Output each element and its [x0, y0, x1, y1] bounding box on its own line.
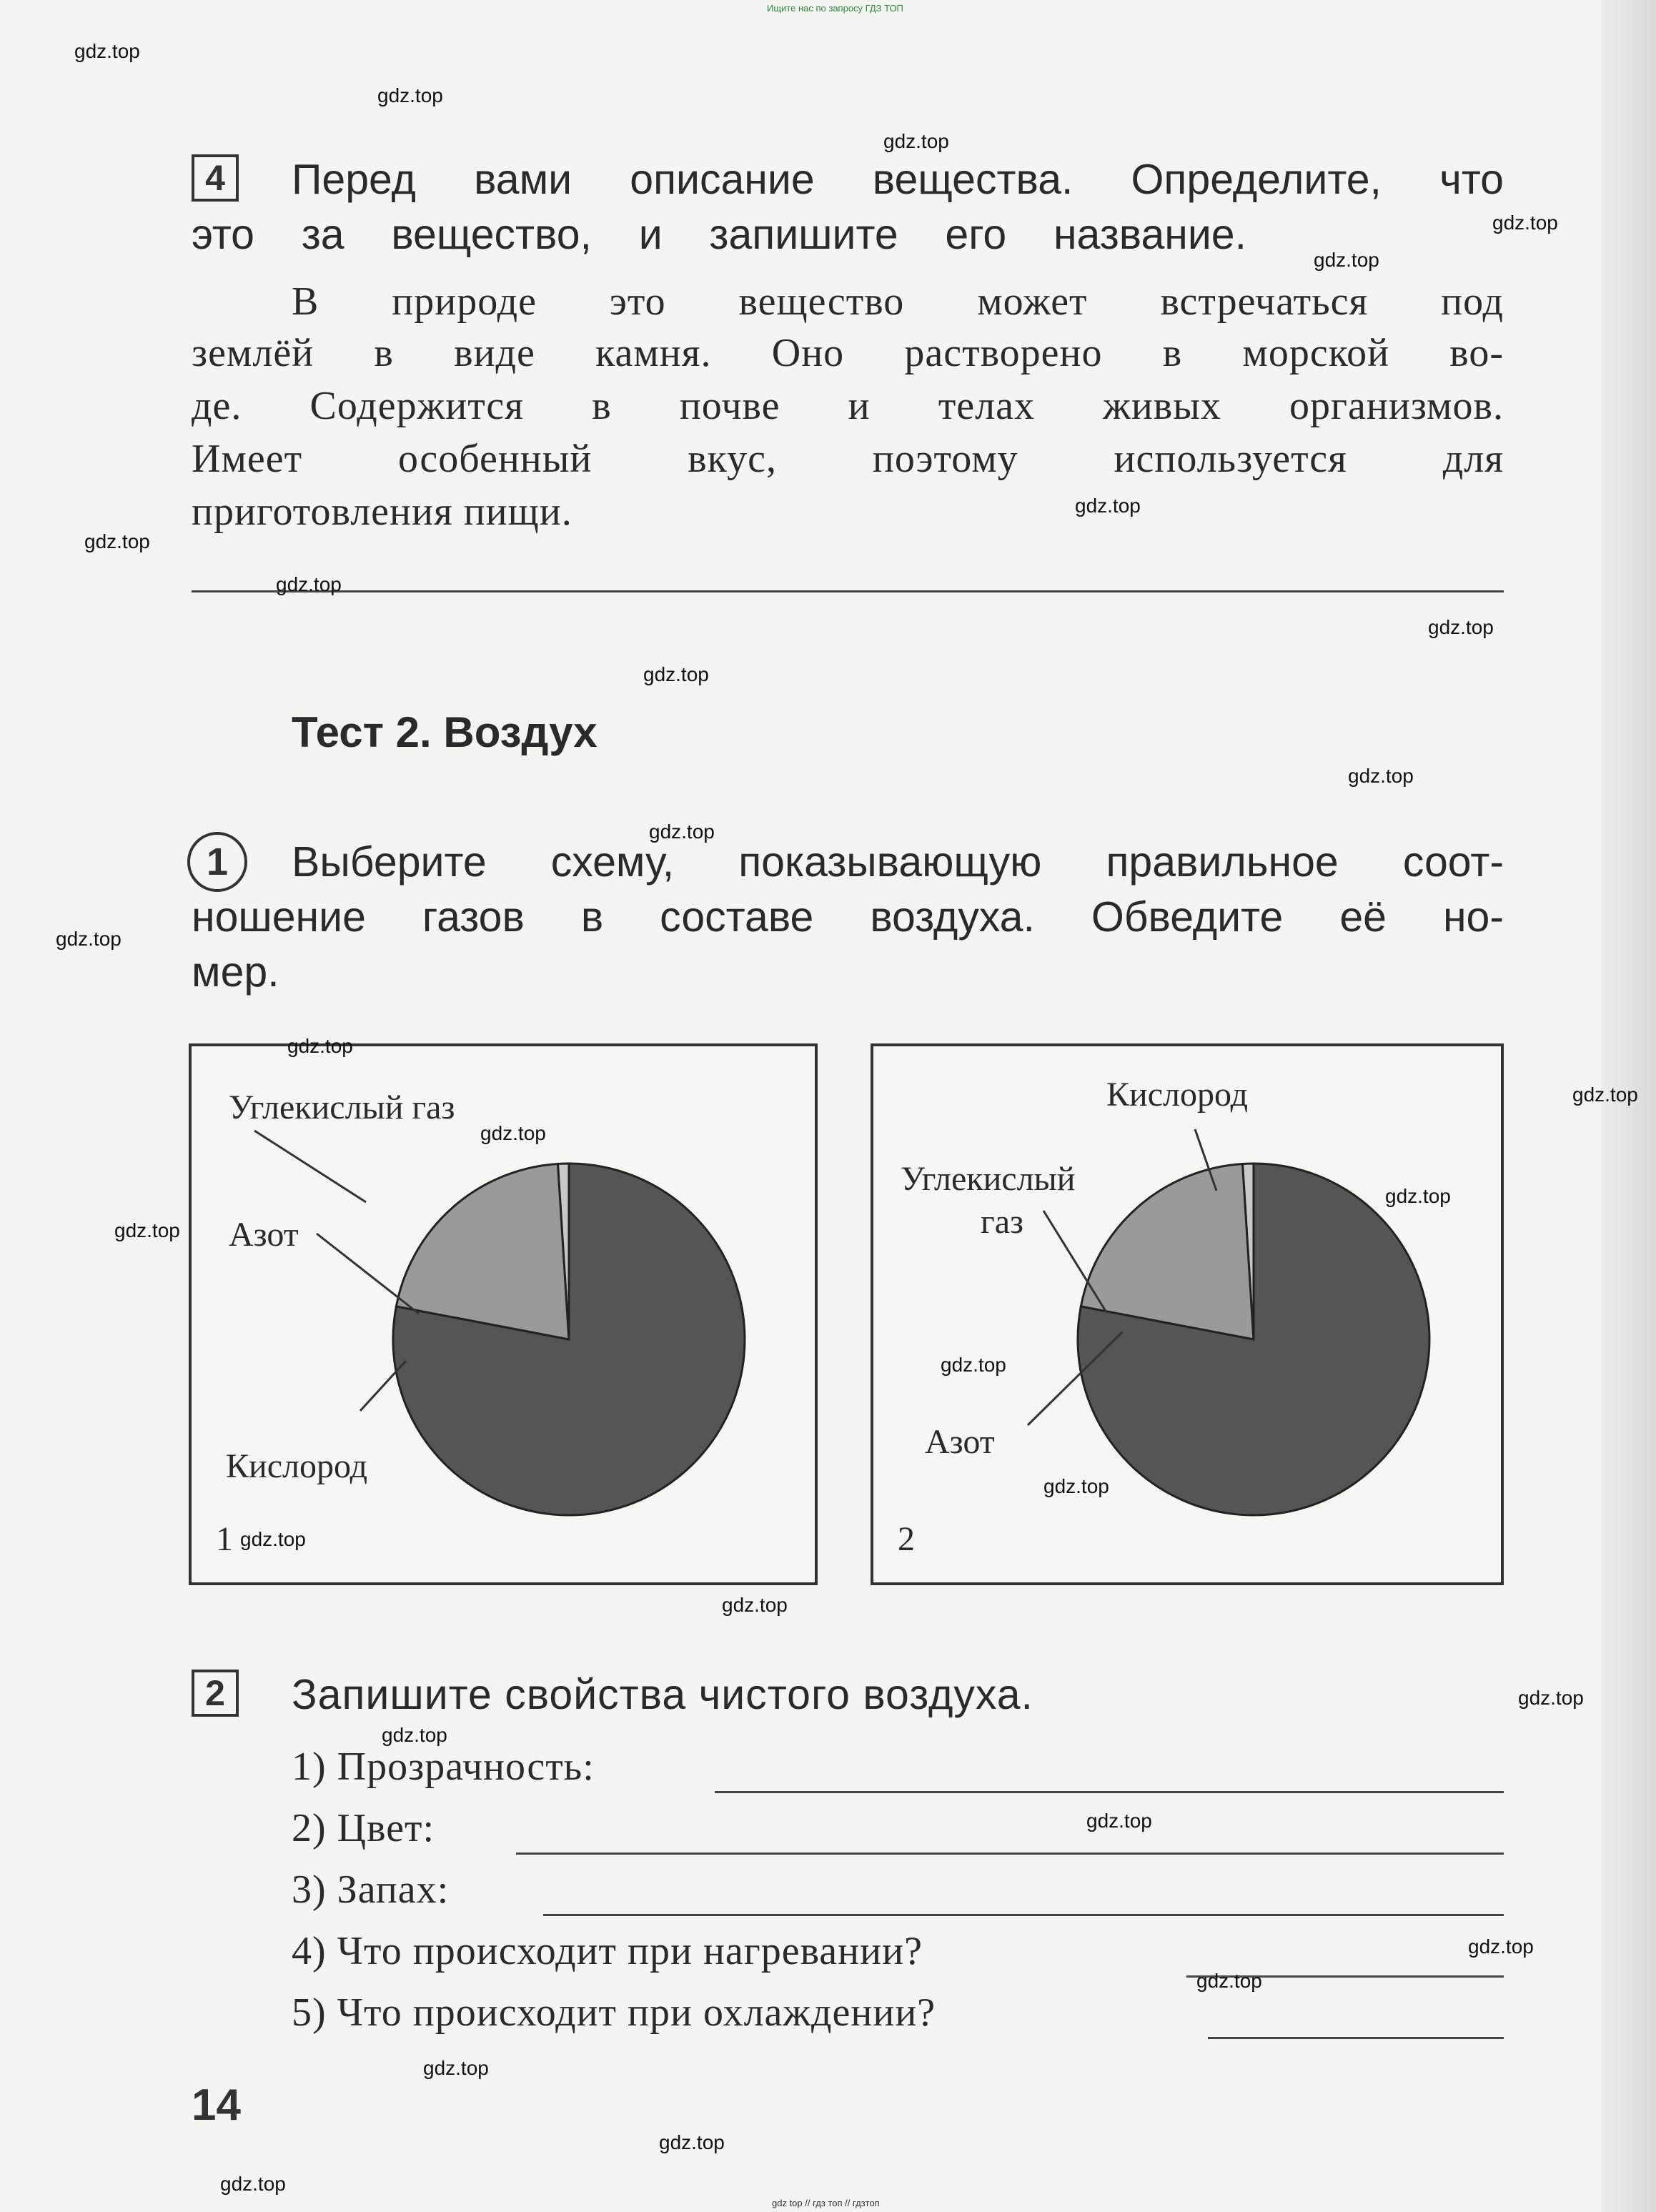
chart-2-number: 2 [898, 1520, 915, 1558]
watermark: gdz.top [56, 928, 122, 950]
watermark: gdz.top [1314, 249, 1379, 271]
watermark: gdz.top [649, 820, 715, 843]
task-1-number: 1 [187, 832, 247, 892]
watermark: gdz.top [1196, 1970, 1262, 1992]
watermark: gdz.top [220, 2173, 286, 2195]
task-4-text-line-5: приготовления пищи. [192, 490, 572, 534]
task-1-heading-line-1: Выберите схему, показывающую правильное соот- [292, 838, 1504, 886]
property-cooling-answer[interactable] [1208, 2037, 1504, 2039]
watermark: gdz.top [1086, 1810, 1152, 1832]
watermark: gdz.top [1572, 1083, 1638, 1106]
task-4-answer-line[interactable] [192, 590, 1504, 592]
watermark: gdz.top [114, 1219, 180, 1241]
watermark: gdz.top [883, 130, 949, 152]
test-title: Тест 2. Воздух [292, 708, 598, 756]
property-color-label: 2) Цвет: [292, 1806, 435, 1850]
watermark: gdz.top [276, 573, 342, 595]
watermark: gdz.top [1043, 1475, 1109, 1497]
watermark: gdz.top [1385, 1185, 1451, 1207]
property-smell-label: 3) Запах: [292, 1868, 450, 1912]
watermark: gdz.top [84, 530, 150, 552]
task-4-number: 4 [192, 154, 239, 202]
watermark: gdz.top [377, 84, 443, 106]
watermark: gdz.top [1468, 1935, 1534, 1958]
task-4-text-line-4: Имеет особенный вкус, поэтому используется для [192, 437, 1504, 481]
watermark: gdz.top [1518, 1687, 1584, 1709]
page-number: 14 [192, 2080, 241, 2130]
chart-1-leader-n2 [317, 1234, 419, 1314]
task-1-heading-line-3: мер. [192, 948, 279, 996]
chart-1-number: 1 [216, 1520, 233, 1558]
task-4-text-line-2: землёй в виде камня. Оно растворено в морской во- [192, 331, 1504, 375]
watermark: gdz.top [1492, 212, 1558, 234]
chart-2-label-co2-line2: газ [981, 1203, 1023, 1241]
task-1-heading-line-2: ношение газов в составе воздуха. Обведите её но- [192, 893, 1504, 941]
property-smell-answer[interactable] [543, 1914, 1504, 1916]
footer-note: gdz top // гдз топ // гдзтоп [772, 2198, 880, 2208]
task-2-heading: Запишите свойства чистого воздуха. [292, 1671, 1033, 1718]
chart-2-svg [873, 1046, 1501, 1582]
chart-2-label-co2-line1: Углекислый [901, 1160, 1076, 1198]
watermark: gdz.top [382, 1724, 447, 1746]
chart-1-label-n2: Азот [229, 1216, 299, 1254]
watermark: gdz.top [74, 40, 140, 62]
chart-1-leader-co2 [254, 1131, 366, 1202]
watermark: gdz.top [941, 1354, 1006, 1376]
task-4-heading-line-1: Перед вами описание вещества. Определите, что [292, 156, 1504, 203]
chart-1-label-co2: Углекислый газ [229, 1088, 455, 1126]
watermark: gdz.top [643, 663, 709, 685]
watermark: gdz.top [1075, 495, 1141, 517]
chart-2-label-o2: Кислород [1106, 1076, 1248, 1114]
property-transparency-label: 1) Прозрачность: [292, 1745, 595, 1789]
task-4-text-line-3: де. Содержится в почве и телах живых организмов. [192, 384, 1504, 428]
chart-2-label-n2: Азот [925, 1423, 995, 1461]
watermark: gdz.top [659, 2131, 725, 2153]
watermark: gdz.top [480, 1122, 546, 1144]
watermark: gdz.top [1428, 616, 1494, 638]
chart-2-frame[interactable] [871, 1043, 1504, 1585]
chart-1-label-o2: Кислород [226, 1447, 367, 1485]
property-color-answer[interactable] [516, 1853, 1504, 1855]
property-heating-label: 4) Что происходит при нагревании? [292, 1929, 923, 1973]
task-2-number: 2 [192, 1670, 239, 1717]
watermark: gdz.top [722, 1594, 788, 1616]
task-4-text-line-1: В природе это вещество может встречаться под [292, 279, 1504, 324]
watermark: gdz.top [287, 1035, 353, 1057]
header-note: Ищите нас по запросу ГДЗ ТОП [767, 3, 903, 14]
property-transparency-answer[interactable] [715, 1791, 1504, 1793]
watermark: gdz.top [240, 1528, 306, 1550]
watermark: gdz.top [1348, 765, 1414, 787]
property-cooling-label: 5) Что происходит при охлаждении? [292, 1990, 936, 2035]
watermark: gdz.top [423, 2057, 489, 2079]
task-4-heading-line-2: это за вещество, и запишите его название. [192, 211, 1246, 258]
